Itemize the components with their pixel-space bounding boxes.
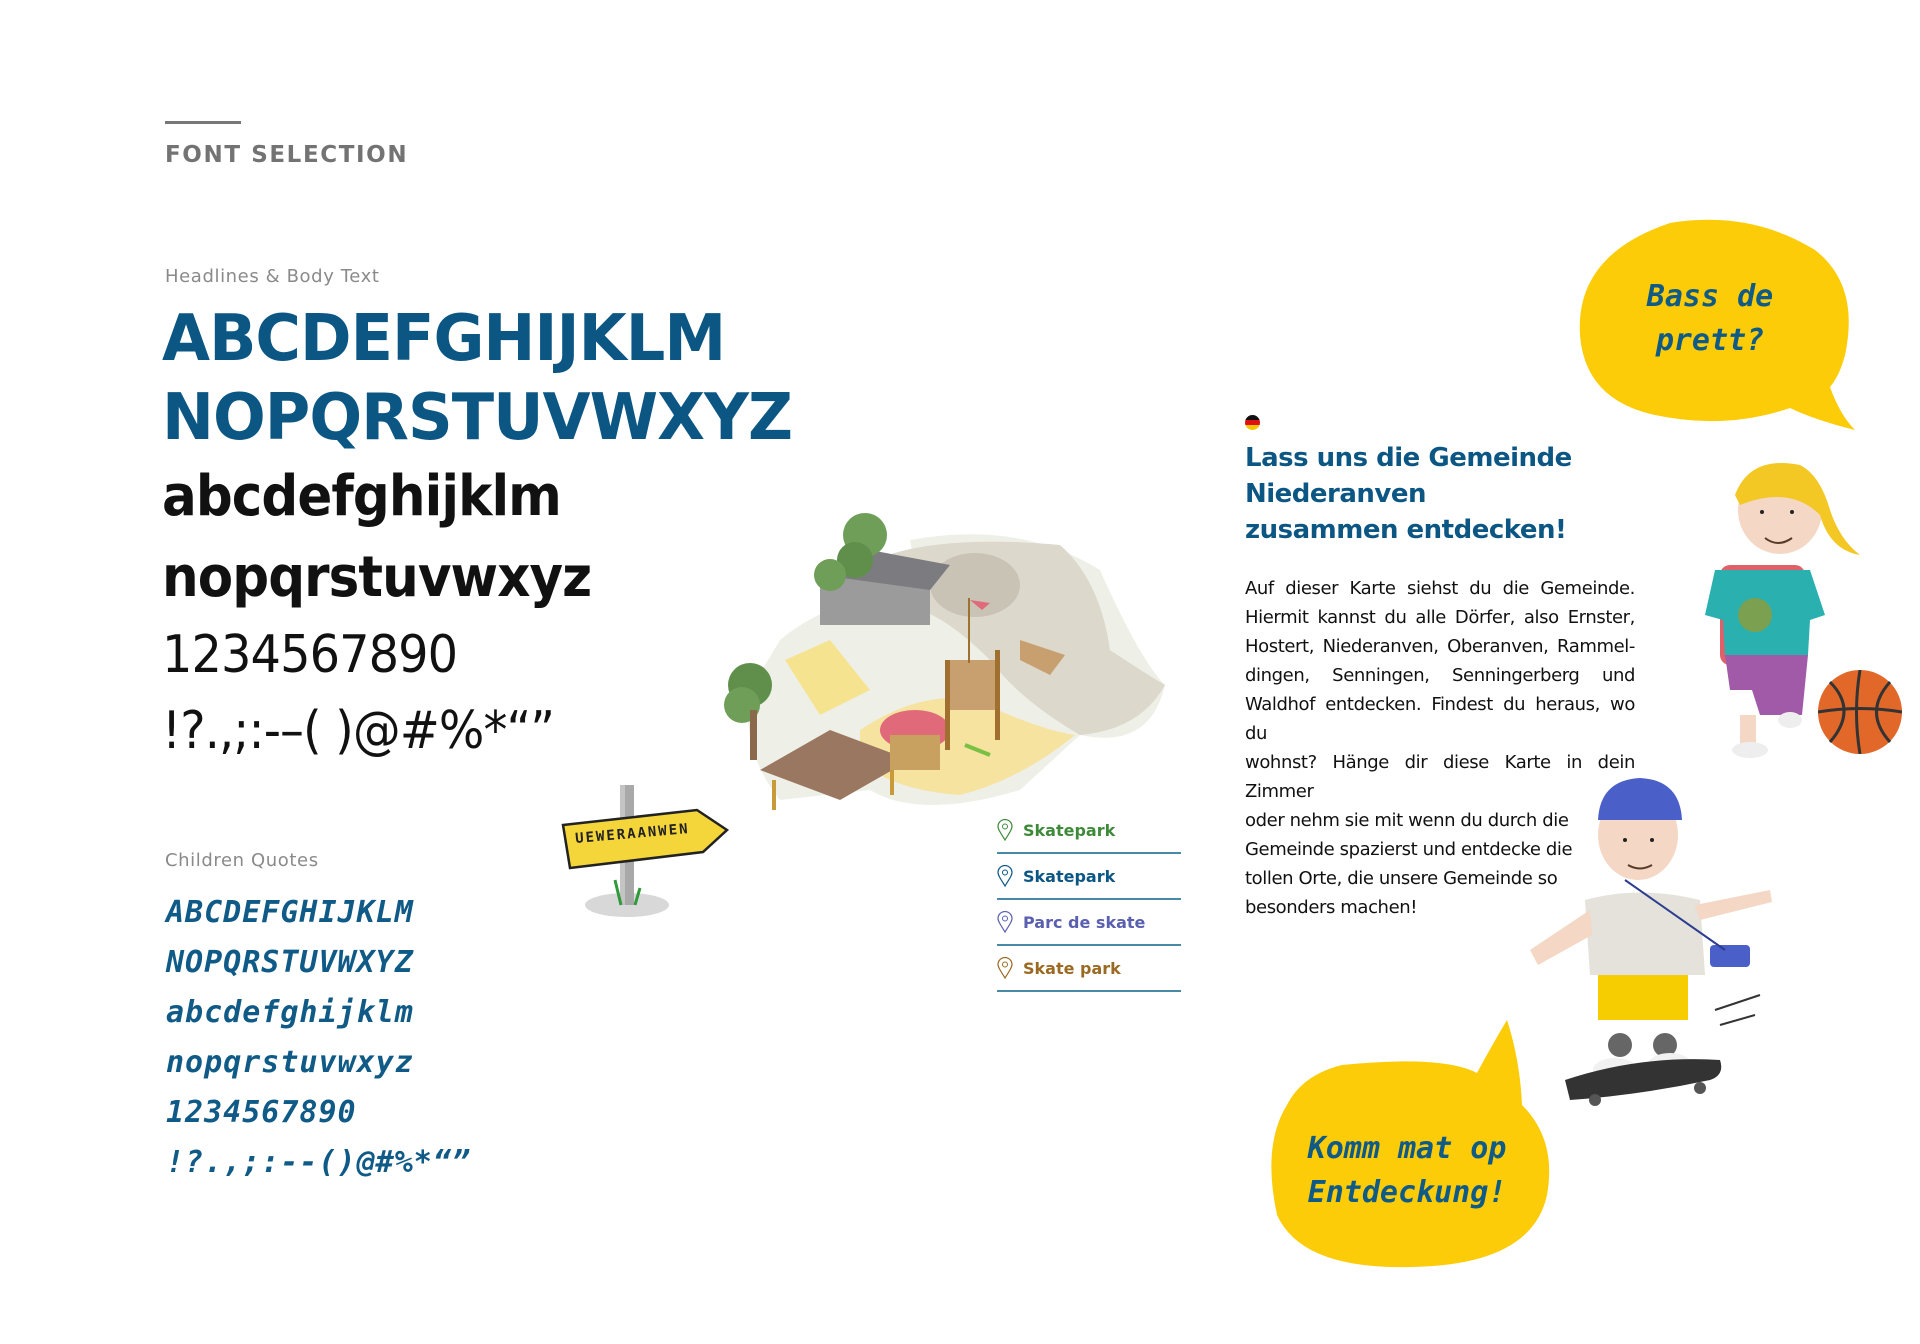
legend-label: Skatepark (1023, 866, 1116, 886)
german-flag-icon (1245, 415, 1260, 430)
hand-uppercase-2: NOPQRSTUVWXYZ (166, 945, 414, 980)
legend-item-lb[interactable] (997, 808, 1181, 854)
specimen-uppercase-2: NOPQRSTUVWXYZ (162, 381, 793, 455)
legend-item-en[interactable] (997, 946, 1181, 992)
hand-lowercase-1: abcdefghijklm (166, 995, 414, 1030)
bubble-top-line-2: prett? (1655, 323, 1765, 358)
speech-bubble-top (1575, 215, 1865, 440)
skatepark-illustration (720, 490, 1180, 840)
body-line: dingen, Senningen, Senningerberg und (1245, 665, 1635, 686)
specimen-punctuation: !?.,;:-–( )@#%*“” (162, 701, 555, 761)
bubble-bottom-line-1: Komm mat op (1307, 1131, 1507, 1166)
map-pin-icon (997, 865, 1013, 887)
bubble-bottom-line-2: Entdeckung! (1307, 1175, 1507, 1210)
legend-label: Skatepark (1023, 820, 1116, 840)
body-line: Waldhof entdecken. Findest du heraus, wo du (1245, 694, 1635, 744)
headline-font-label: Headlines & Body Text (165, 266, 380, 287)
sign-text: UEWERAANWEN (574, 821, 691, 847)
location-legend (997, 808, 1181, 992)
bubble-top-line-1: Bass de (1646, 279, 1774, 314)
map-pin-icon (997, 911, 1013, 933)
basketball-illustration (1818, 670, 1902, 754)
specimen-lowercase-2: nopqrstuvwxyz (162, 545, 592, 610)
body-line: Hiermit kannst du alle Dörfer, also Ernster, (1245, 607, 1635, 628)
hand-lowercase-2: nopqrstuvwxyz (166, 1045, 414, 1080)
hand-punctuation: !?.,;:--()@#%*“” (166, 1145, 471, 1180)
section-title: FONT SELECTION (165, 142, 409, 168)
map-pin-icon (997, 819, 1013, 841)
hand-uppercase-1: ABCDEFGHIJKLM (166, 895, 414, 930)
specimen-uppercase-1: ABCDEFGHIJKLM (162, 302, 726, 376)
legend-label: Parc de skate (1023, 912, 1146, 932)
bubble-bottom-text (1262, 1127, 1552, 1215)
signpost-illustration (555, 780, 735, 930)
legend-item-fr[interactable] (997, 900, 1181, 946)
body-line: wohnst? Hänge dir diese Karte in dein Zimmer (1245, 752, 1635, 802)
map-pin-icon (997, 957, 1013, 979)
body-line: oder nehm sie mit wenn du durch die (1245, 810, 1569, 831)
legend-item-de[interactable] (997, 854, 1181, 900)
article-headline: Lass uns die Gemeinde Niederanven zusammen entdecken! (1245, 443, 1572, 545)
bubble-top-text (1575, 275, 1845, 363)
body-line: tollen Orte, die unsere Gemeinde so (1245, 868, 1558, 889)
legend-label: Skate park (1023, 958, 1121, 978)
body-line: Auf dieser Karte siehst du die Gemeinde. (1245, 578, 1635, 599)
speech-bubble-bottom (1262, 1015, 1562, 1275)
body-line: Hostert, Niederanven, Oberanven, Rammel- (1245, 636, 1635, 657)
hand-digits: 1234567890 (166, 1095, 357, 1130)
header-rule (165, 121, 241, 124)
children-font-label: Children Quotes (165, 850, 319, 871)
specimen-lowercase-1: abcdefghijklm (162, 464, 561, 529)
body-line: Gemeinde spazierst und entdecke die (1245, 839, 1573, 860)
body-line: besonders machen! (1245, 897, 1418, 918)
specimen-digits: 1234567890 (162, 625, 458, 685)
